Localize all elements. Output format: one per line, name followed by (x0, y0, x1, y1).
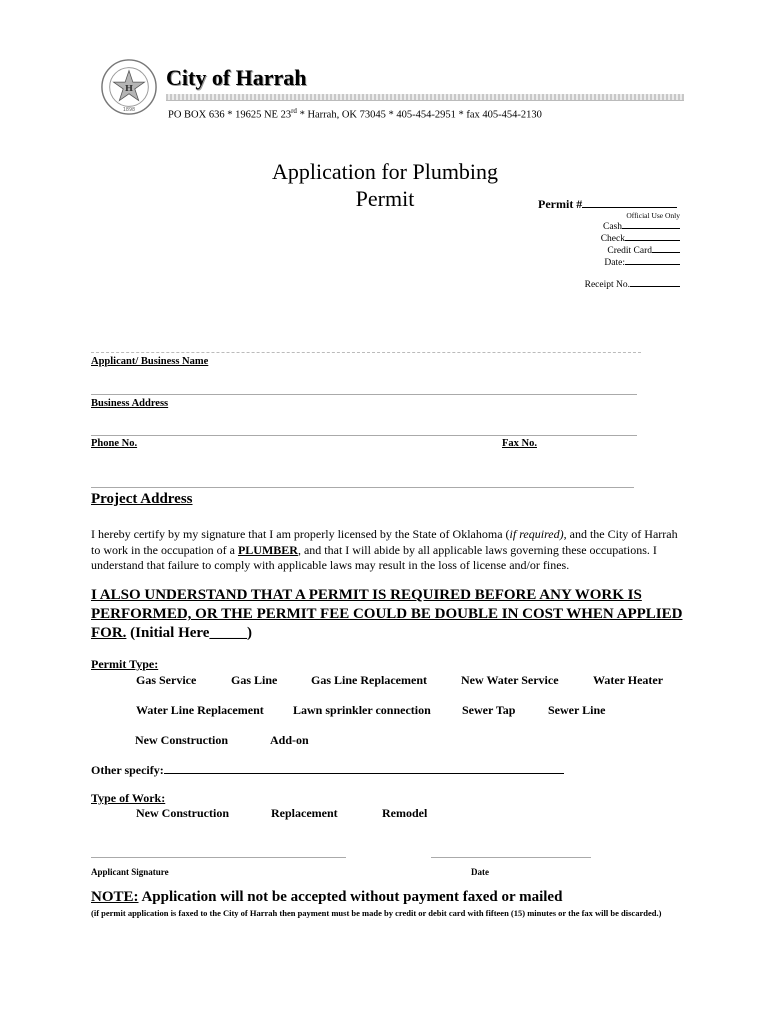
certify-if-required: if required) (509, 527, 564, 541)
permit-warning (91, 586, 691, 643)
header-rule (166, 94, 684, 101)
warning-text: I ALSO UNDERSTAND THAT A PERMIT IS REQUIRED BEFORE ANY WORK IS PERFORMED, OR THE PERMIT FEE COULD BE DOUBLE IN COST WHEN APPLIED FOR. (91, 587, 683, 641)
payment-note (91, 889, 562, 906)
permit-number-line[interactable] (582, 207, 677, 208)
other-specify-line[interactable] (164, 773, 564, 774)
date-line[interactable] (431, 857, 591, 858)
certify-text-3: , and that I will abide by all applicable laws governing these occupations. I understand that failure to comply with applicable laws may result in the loss of license and/or fines. (91, 542, 657, 572)
contact-address: PO BOX 636 * 19625 NE 23 (168, 109, 292, 121)
form-title-line1: Application for Plumbing (271, 159, 499, 184)
option-add-on[interactable]: Add-on (270, 733, 309, 747)
work-replacement[interactable]: Replacement (271, 806, 338, 820)
business-address-label: Business Address (91, 398, 169, 409)
option-sewer-tap[interactable]: Sewer Tap (462, 703, 516, 717)
certification-paragraph (91, 527, 681, 574)
note-detail: (if permit application is faxed to the City of Harrah then payment must be made by credit or debit card with fifteen (15) minutes or the fax will be discarded.) (91, 908, 662, 918)
credit-card-field[interactable] (560, 246, 680, 256)
permit-type-label: Permit Type: (91, 657, 159, 671)
credit-card-label: Credit Card (607, 246, 652, 256)
contact-sup: rd (291, 107, 297, 115)
certify-text-1: I hereby certify by my signature that I am properly licensed by the State of Oklahoma ( (91, 527, 510, 541)
certify-plumber: PLUMBER (237, 542, 298, 557)
check-label: Check (600, 234, 625, 244)
contact-phone-fax: * Harrah, OK 73045 * 405-454-2951 * fax 405-454-2130 (296, 109, 542, 121)
note-label: NOTE: (91, 889, 139, 905)
cash-label: Cash (603, 222, 622, 232)
receipt-number-label: Receipt No. (584, 280, 630, 290)
check-line[interactable] (625, 240, 680, 241)
work-remodel[interactable]: Remodel (382, 806, 428, 820)
other-specify-field[interactable] (91, 763, 564, 778)
project-address-label: Project Address (91, 491, 193, 507)
option-gas-line-replacement[interactable]: Gas Line Replacement (311, 673, 427, 687)
business-address-line[interactable] (91, 394, 637, 395)
check-field[interactable] (560, 234, 680, 244)
option-gas-service[interactable]: Gas Service (136, 673, 197, 687)
applicant-signature-label: Applicant Signature (91, 867, 169, 877)
svg-text:1898: 1898 (122, 108, 136, 114)
phone-label: Phone No. (91, 438, 138, 449)
option-lawn-sprinkler-connection[interactable]: Lawn sprinkler connection (293, 703, 431, 717)
receipt-number-field[interactable] (540, 280, 680, 290)
other-specify-label: Other specify: (91, 763, 164, 777)
date-paid-label: Date: (604, 258, 625, 268)
option-gas-line[interactable]: Gas Line (231, 673, 278, 687)
receipt-number-line[interactable] (630, 286, 680, 287)
certify-text-2: , and the City of Harrah to work in the occupation of a (91, 527, 678, 557)
phone-fax-line[interactable] (91, 435, 637, 436)
work-new-construction[interactable]: New Construction (136, 806, 229, 820)
applicant-name-line[interactable] (91, 352, 641, 353)
credit-card-line[interactable] (652, 252, 680, 253)
city-seal-icon (100, 58, 158, 116)
official-use-note: Official Use Only (626, 211, 680, 220)
form-title (240, 158, 530, 212)
initial-here-field[interactable]: (Initial Here_____) (126, 625, 252, 641)
signature-line[interactable] (91, 857, 346, 858)
project-address-line[interactable] (91, 487, 634, 488)
type-of-work-label: Type of Work: (91, 791, 166, 805)
cash-field[interactable] (560, 222, 680, 232)
signature-date-label: Date (471, 867, 489, 877)
option-sewer-line[interactable]: Sewer Line (548, 703, 606, 717)
option-new-construction[interactable]: New Construction (135, 733, 228, 747)
city-name: City of Harrah (166, 65, 307, 90)
cash-line[interactable] (622, 228, 680, 229)
option-water-line-replacement[interactable]: Water Line Replacement (136, 703, 264, 717)
applicant-name-label: Applicant/ Business Name (91, 356, 209, 367)
date-paid-line[interactable] (625, 264, 680, 265)
svg-text:H: H (124, 83, 134, 94)
note-text: Application will not be accepted without payment faxed or mailed (138, 889, 563, 905)
form-title-line2: Permit (355, 186, 415, 211)
contact-info (168, 107, 542, 121)
date-paid-field[interactable] (560, 258, 680, 268)
permit-number-field[interactable] (538, 197, 677, 212)
fax-label: Fax No. (502, 438, 537, 449)
permit-number-label: Permit # (538, 197, 583, 211)
option-new-water-service[interactable]: New Water Service (461, 673, 559, 687)
option-water-heater[interactable]: Water Heater (593, 673, 664, 687)
